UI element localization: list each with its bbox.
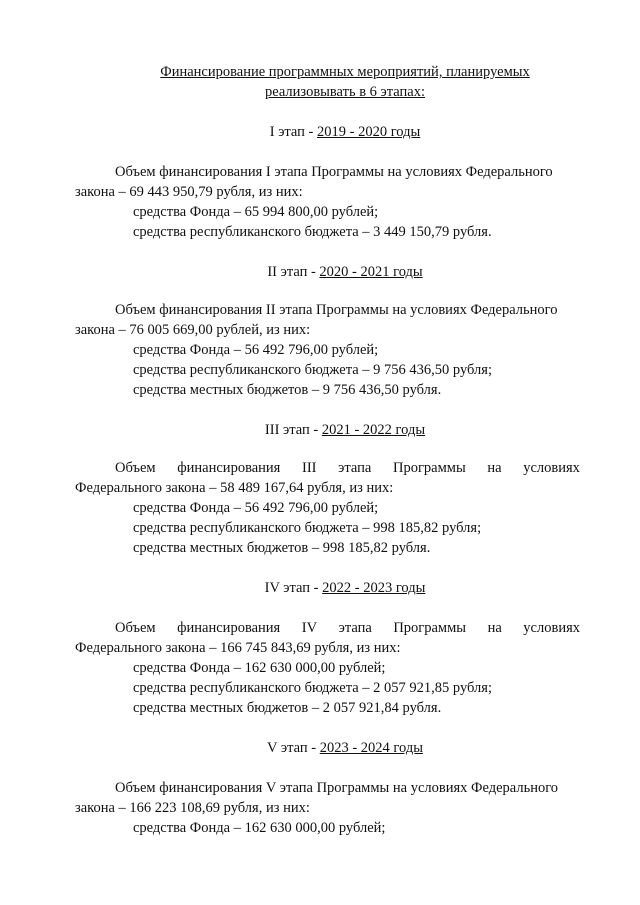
word: Объем — [115, 620, 156, 636]
word: условиях — [523, 620, 580, 636]
stage-1-item: средства Фонда – 65 994 800,00 рублей; — [133, 204, 379, 220]
stage-3-item: средства Фонда – 56 492 796,00 рублей; — [133, 500, 379, 516]
stage-1-item: средства республиканского бюджета – 3 449 150,79 рубля. — [133, 224, 492, 240]
word: финансирования — [177, 460, 281, 476]
stage-3-para-line-2: Федерального закона – 58 489 167,64 рубля, из них: — [75, 480, 394, 496]
title-line-2: реализовывать в 6 этапах: — [265, 84, 425, 100]
stage-3-label: III этап - — [264, 422, 322, 438]
stage-5-paragraph — [75, 778, 580, 838]
stage-1-paragraph — [75, 162, 580, 242]
stage-1-para-line-2: закона – 69 443 950,79 рубля, из них: — [75, 184, 303, 200]
stage-3-years: 2021 - 2022 годы — [321, 422, 426, 438]
word: Программы — [393, 460, 466, 476]
stage-4-paragraph — [75, 618, 580, 718]
stage-5-item: средства Фонда – 162 630 000,00 рублей; — [133, 820, 386, 836]
stage-5-years: 2023 - 2024 годы — [319, 740, 423, 756]
stage-3-heading — [80, 420, 610, 440]
word: финансирования — [177, 620, 281, 636]
stage-2-para-line-1: Объем финансирования II этапа Программы на условиях Федерального — [115, 302, 558, 318]
word: этапа — [338, 460, 372, 476]
stage-5-heading — [80, 738, 610, 758]
stage-5-para-line-1: Объем финансирования V этапа Программы на условиях Федерального — [115, 780, 559, 796]
stage-1-label: I этап - — [269, 124, 318, 140]
stage-5-para-line-2: закона – 166 223 108,69 рубля, из них: — [75, 800, 310, 816]
stage-1-years: 2019 - 2020 годы — [317, 124, 421, 140]
stage-4-item: средства республиканского бюджета – 2 057 921,85 рубля; — [133, 680, 492, 696]
stage-2-item: средства республиканского бюджета – 9 756 436,50 рубля; — [133, 362, 492, 378]
word: этапа — [338, 620, 372, 636]
stage-2-heading — [80, 262, 610, 282]
stage-3-paragraph — [75, 458, 580, 558]
document-title — [80, 62, 610, 102]
stage-1-para-line-1: Объем финансирования I этапа Программы на условиях Федерального — [115, 164, 553, 180]
stage-4-item: средства Фонда – 162 630 000,00 рублей; — [133, 660, 386, 676]
stage-4-para-line-1 — [75, 618, 580, 638]
stage-3-item: средства республиканского бюджета – 998 185,82 рубля; — [133, 520, 482, 536]
stage-2-paragraph — [75, 300, 580, 400]
word: Объем — [115, 460, 156, 476]
title-line-1: Финансирование программных мероприятий, планируемых — [160, 64, 530, 80]
stage-3-item: средства местных бюджетов – 998 185,82 рубля. — [133, 540, 431, 556]
word: на — [487, 460, 502, 476]
stage-1-heading — [80, 122, 610, 142]
stage-2-years: 2020 - 2021 годы — [319, 264, 423, 280]
stage-5-label: V этап - — [267, 740, 320, 756]
stage-2-item: средства Фонда – 56 492 796,00 рублей; — [133, 342, 379, 358]
word: на — [487, 620, 502, 636]
word: IV — [301, 620, 318, 636]
word: III — [302, 460, 317, 476]
stage-2-item: средства местных бюджетов – 9 756 436,50 рубля. — [133, 382, 442, 398]
word: Программы — [393, 620, 467, 636]
stage-4-label: IV этап - — [264, 580, 323, 596]
stage-4-heading — [80, 578, 610, 598]
stage-4-para-line-2: Федерального закона – 166 745 843,69 рубля, из них: — [75, 640, 401, 656]
stage-4-item: средства местных бюджетов – 2 057 921,84 рубля. — [133, 700, 442, 716]
stage-3-para-line-1 — [75, 458, 580, 478]
stage-2-para-line-2: закона – 76 005 669,00 рублей, из них: — [75, 322, 311, 338]
word: условиях — [523, 460, 580, 476]
stage-4-years: 2022 - 2023 годы — [322, 580, 426, 596]
stage-2-label: II этап - — [267, 264, 320, 280]
